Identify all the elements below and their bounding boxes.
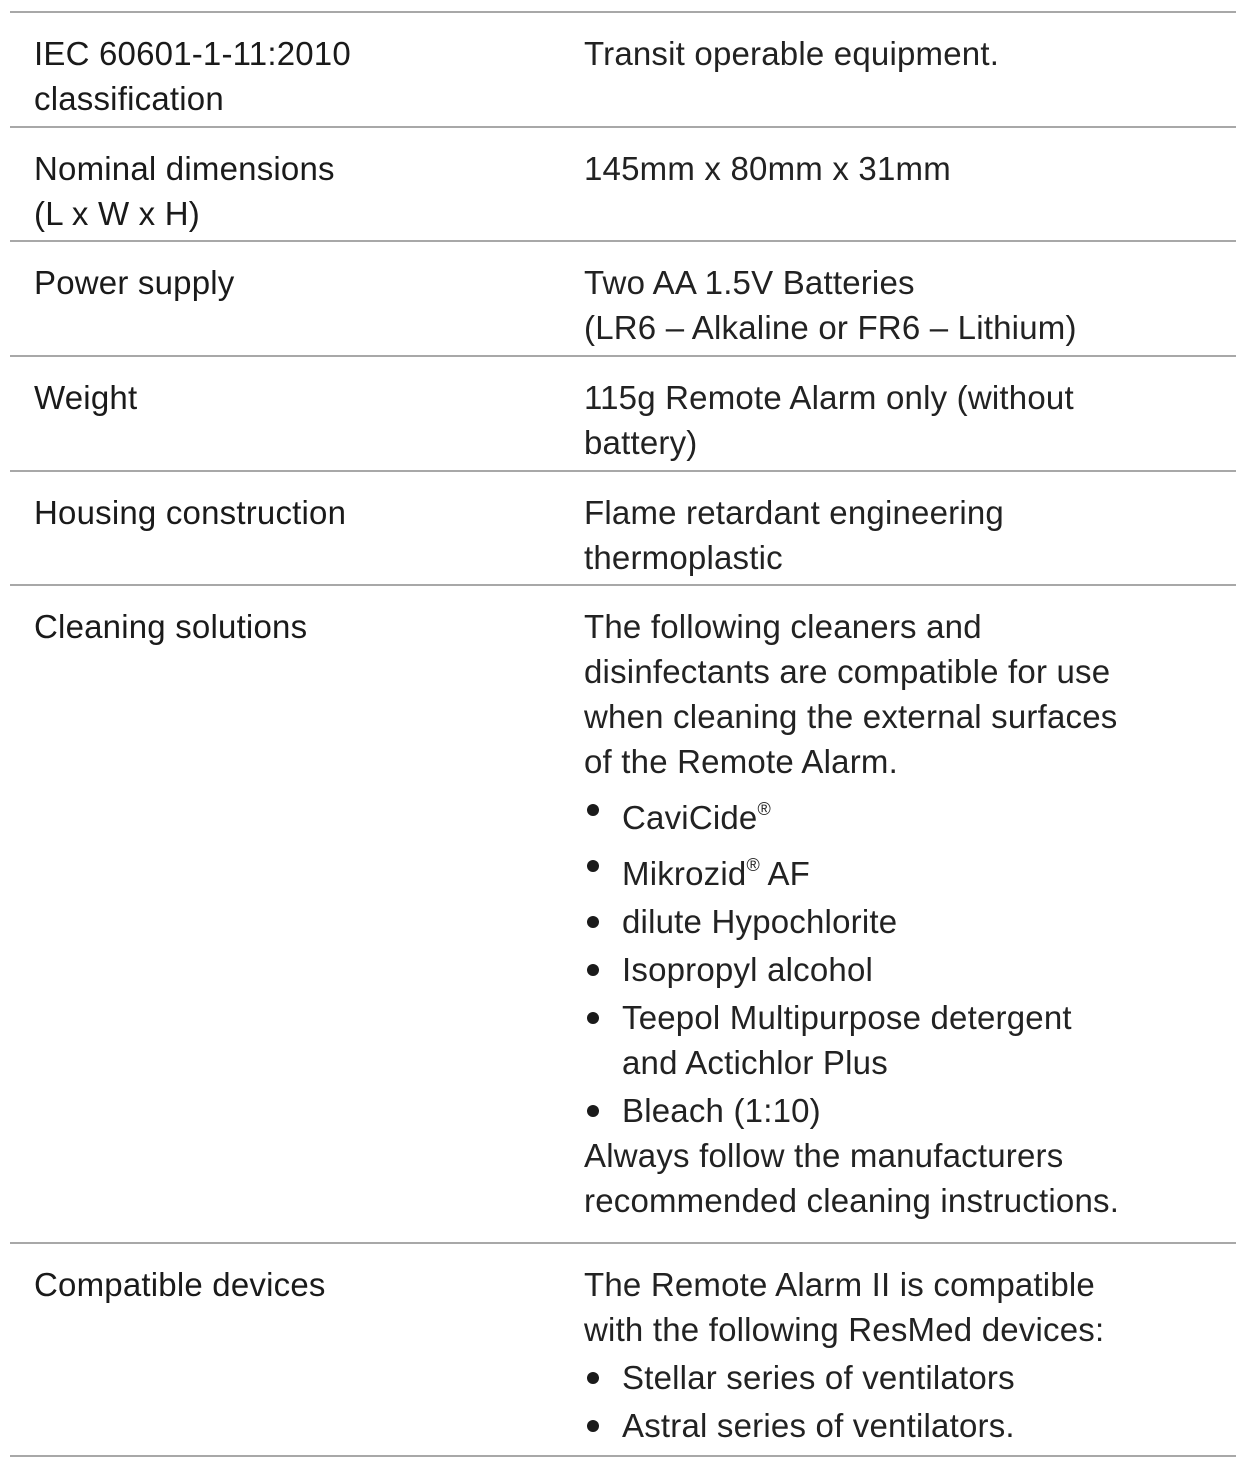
value-line: battery) — [584, 424, 698, 461]
list-item — [584, 995, 1236, 1085]
value-line: Always follow the manufacturers — [584, 1137, 1064, 1174]
list-item-text: Teepol Multipurpose detergent — [622, 999, 1072, 1036]
list-item-suffix: AF — [759, 855, 811, 892]
row-label — [10, 1262, 584, 1455]
label-line: Power supply — [34, 264, 235, 301]
list-item — [584, 843, 1236, 896]
value-line: Flame retardant engineering — [584, 494, 1004, 531]
value-line: when cleaning the external surfaces — [584, 698, 1118, 735]
value-line: 145mm x 80mm x 31mm — [584, 150, 951, 187]
table-row — [10, 586, 1236, 1244]
registered-mark: ® — [746, 855, 760, 875]
list-item-text: Mikrozid — [622, 855, 747, 892]
value-line: with the following ResMed devices: — [584, 1311, 1105, 1348]
bullet-icon — [587, 1372, 599, 1384]
value-line: The Remote Alarm II is compatible — [584, 1266, 1095, 1303]
row-label — [10, 31, 584, 126]
value-line: The following cleaners and — [584, 608, 982, 645]
label-line: (L x W x H) — [34, 195, 200, 232]
value-line: recommended cleaning instructions. — [584, 1182, 1120, 1219]
list-item-text: dilute Hypochlorite — [622, 903, 898, 940]
label-line: Nominal dimensions — [34, 150, 335, 187]
row-value — [584, 146, 1236, 240]
bullet-icon — [587, 1012, 599, 1024]
label-line: classification — [34, 80, 224, 117]
value-line: 115g Remote Alarm only (without — [584, 379, 1074, 416]
list-item-text: Stellar series of ventilators — [622, 1359, 1015, 1396]
row-label — [10, 146, 584, 240]
row-value — [584, 1262, 1236, 1455]
row-label — [10, 490, 584, 584]
label-line: IEC 60601-1-11:2010 — [34, 35, 351, 72]
row-value — [584, 604, 1236, 1242]
value-line: disinfectants are compatible for use — [584, 653, 1111, 690]
bullet-icon — [587, 964, 599, 976]
table-row — [10, 242, 1236, 357]
table-row — [10, 128, 1236, 242]
value-line: Transit operable equipment. — [584, 35, 1000, 72]
row-label — [10, 260, 584, 355]
bullet-icon — [587, 804, 599, 816]
bullet-icon — [587, 916, 599, 928]
specifications-table — [10, 11, 1236, 1457]
list-item-text: CaviCide — [622, 799, 758, 836]
row-label — [10, 604, 584, 1242]
row-value — [584, 31, 1236, 126]
list-item — [584, 947, 1236, 992]
bullet-icon — [587, 1420, 599, 1432]
value-line: (LR6 – Alkaline or FR6 – Lithium) — [584, 309, 1077, 346]
table-row — [10, 13, 1236, 128]
list-item — [584, 899, 1236, 944]
label-line: Compatible devices — [34, 1266, 326, 1303]
list-item — [584, 1355, 1236, 1400]
value-line: thermoplastic — [584, 539, 783, 576]
list-item-text: and Actichlor Plus — [622, 1044, 888, 1081]
list-item-text: Astral series of ventilators. — [622, 1407, 1015, 1444]
row-value — [584, 375, 1236, 470]
row-value — [584, 260, 1236, 355]
list-item — [584, 1088, 1236, 1133]
label-line: Cleaning solutions — [34, 608, 308, 645]
bullet-icon — [587, 1105, 599, 1117]
label-line: Housing construction — [34, 494, 347, 531]
bullet-icon — [587, 860, 599, 872]
value-line: of the Remote Alarm. — [584, 743, 898, 780]
table-row — [10, 1244, 1236, 1457]
label-line: Weight — [34, 379, 138, 416]
list-item — [584, 1403, 1236, 1448]
value-line: Two AA 1.5V Batteries — [584, 264, 915, 301]
devices-list — [584, 1355, 1236, 1448]
table-row — [10, 472, 1236, 586]
registered-mark: ® — [757, 799, 771, 819]
row-label — [10, 375, 584, 470]
row-value — [584, 490, 1236, 584]
list-item — [584, 787, 1236, 840]
cleaners-list — [584, 787, 1236, 1133]
list-item-text: Bleach (1:10) — [622, 1092, 821, 1129]
list-item-text: Isopropyl alcohol — [622, 951, 874, 988]
table-row — [10, 357, 1236, 472]
